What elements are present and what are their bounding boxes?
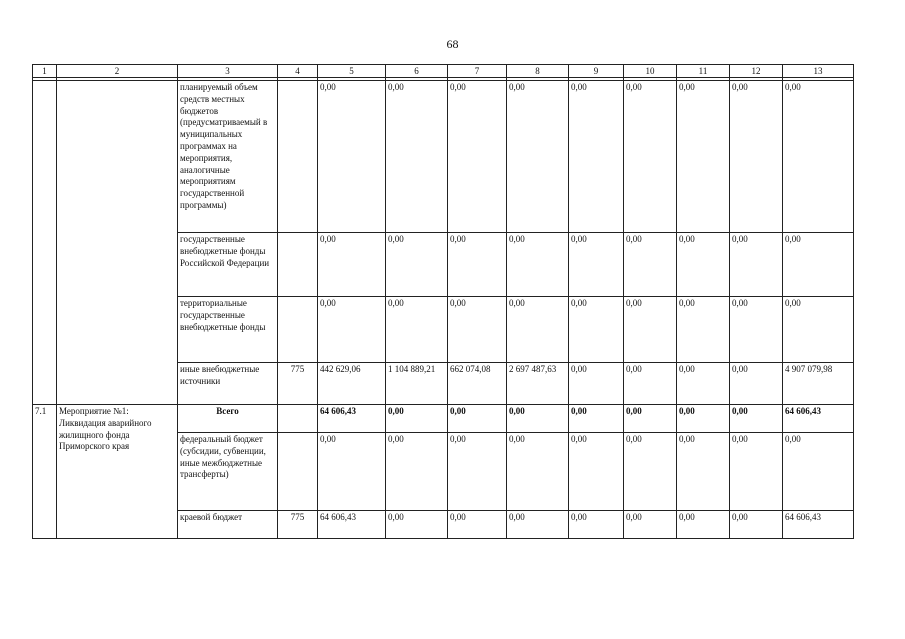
value-cell: 0,00 (318, 233, 386, 297)
code-cell: 775 (278, 363, 318, 405)
value-cell: 0,00 (569, 81, 624, 233)
header-cell: 11 (677, 65, 730, 78)
value-cell: 0,00 (569, 433, 624, 511)
value-cell: 0,00 (783, 297, 854, 363)
value-cell: 0,00 (730, 433, 783, 511)
value-cell: 64 606,43 (318, 511, 386, 539)
value-cell: 2 697 487,63 (507, 363, 569, 405)
measure-name-cell: Мероприятие №1: Ликвидация аварийного жилищного фонда Приморского края (57, 405, 178, 539)
item-number-cell (33, 81, 57, 405)
code-cell: 775 (278, 511, 318, 539)
value-cell: 64 606,43 (783, 511, 854, 539)
value-cell: 0,00 (730, 233, 783, 297)
table-row (33, 81, 854, 233)
item-name-cell (57, 81, 178, 405)
value-cell: 0,00 (677, 233, 730, 297)
value-cell: 64 606,43 (318, 405, 386, 433)
value-cell: 64 606,43 (783, 405, 854, 433)
value-cell: 0,00 (569, 297, 624, 363)
value-cell: 0,00 (386, 511, 448, 539)
value-cell: 0,00 (677, 363, 730, 405)
header-cell: 8 (507, 65, 569, 78)
code-cell (278, 433, 318, 511)
funding-source-cell: Всего (178, 405, 278, 433)
code-cell (278, 405, 318, 433)
value-cell: 0,00 (507, 297, 569, 363)
value-cell: 0,00 (783, 433, 854, 511)
budget-table (32, 64, 854, 539)
code-cell (278, 233, 318, 297)
measure-number-cell: 7.1 (33, 405, 57, 539)
funding-source-cell: иные внебюджетные источники (178, 363, 278, 405)
table-row (33, 405, 854, 433)
header-cell: 2 (57, 65, 178, 78)
header-cell: 7 (448, 65, 507, 78)
value-cell: 0,00 (386, 81, 448, 233)
value-cell: 0,00 (624, 81, 677, 233)
value-cell: 0,00 (448, 233, 507, 297)
value-cell: 0,00 (783, 81, 854, 233)
value-cell: 0,00 (624, 433, 677, 511)
value-cell: 0,00 (318, 81, 386, 233)
header-cell: 1 (33, 65, 57, 78)
value-cell: 0,00 (569, 363, 624, 405)
value-cell: 0,00 (730, 511, 783, 539)
value-cell: 0,00 (507, 511, 569, 539)
column-number-row (33, 65, 854, 78)
value-cell: 0,00 (677, 405, 730, 433)
value-cell: 0,00 (386, 297, 448, 363)
value-cell: 0,00 (386, 433, 448, 511)
header-cell: 10 (624, 65, 677, 78)
value-cell: 0,00 (624, 233, 677, 297)
page-number: 68 (446, 37, 459, 51)
value-cell: 0,00 (677, 511, 730, 539)
header-cell: 4 (278, 65, 318, 78)
header-cell: 5 (318, 65, 386, 78)
value-cell: 0,00 (569, 405, 624, 433)
header-cell: 6 (386, 65, 448, 78)
value-cell: 0,00 (448, 405, 507, 433)
value-cell: 662 074,08 (448, 363, 507, 405)
code-cell (278, 297, 318, 363)
header-cell: 12 (730, 65, 783, 78)
header-cell: 13 (783, 65, 854, 78)
value-cell: 0,00 (677, 433, 730, 511)
value-cell: 0,00 (507, 433, 569, 511)
value-cell: 0,00 (783, 233, 854, 297)
value-cell: 0,00 (448, 433, 507, 511)
value-cell: 0,00 (677, 297, 730, 363)
value-cell: 442 629,06 (318, 363, 386, 405)
value-cell: 0,00 (386, 233, 448, 297)
value-cell: 0,00 (730, 405, 783, 433)
value-cell: 0,00 (569, 511, 624, 539)
value-cell: 4 907 079,98 (783, 363, 854, 405)
value-cell: 0,00 (386, 405, 448, 433)
value-cell: 0,00 (448, 297, 507, 363)
value-cell: 0,00 (624, 405, 677, 433)
header-cell: 9 (569, 65, 624, 78)
code-cell (278, 81, 318, 233)
value-cell: 0,00 (624, 363, 677, 405)
value-cell: 0,00 (569, 233, 624, 297)
value-cell: 0,00 (318, 297, 386, 363)
funding-source-cell: краевой бюджет (178, 511, 278, 539)
value-cell: 0,00 (507, 81, 569, 233)
value-cell: 0,00 (730, 297, 783, 363)
value-cell: 0,00 (624, 297, 677, 363)
value-cell: 0,00 (677, 81, 730, 233)
value-cell: 0,00 (507, 233, 569, 297)
funding-source-cell: территориальные государственные внебюджетные фонды (178, 297, 278, 363)
value-cell: 0,00 (730, 81, 783, 233)
value-cell: 0,00 (318, 433, 386, 511)
value-cell: 1 104 889,21 (386, 363, 448, 405)
value-cell: 0,00 (448, 511, 507, 539)
funding-source-cell: федеральный бюджет (субсидии, субвенции, иные межбюджетные трансферты) (178, 433, 278, 511)
value-cell: 0,00 (624, 511, 677, 539)
value-cell: 0,00 (448, 81, 507, 233)
value-cell: 0,00 (730, 363, 783, 405)
funding-source-cell: планируемый объем средств местных бюджетов (предусматриваемый в муниципальных программах на мероприятия, аналогичные мероприятиям государственной программы) (178, 81, 278, 233)
header-cell: 3 (178, 65, 278, 78)
funding-source-cell: государственные внебюджетные фонды Российской Федерации (178, 233, 278, 297)
value-cell: 0,00 (507, 405, 569, 433)
